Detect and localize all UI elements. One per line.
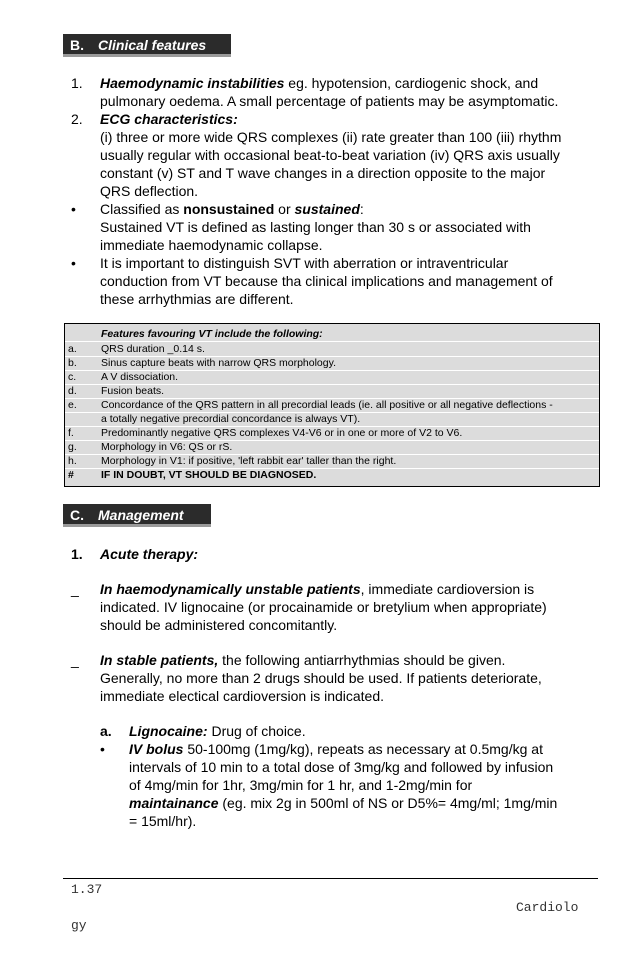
- features-row: [65, 440, 599, 455]
- item-text: :: [359, 201, 364, 217]
- features-row: [65, 412, 599, 427]
- item-marker: 1.: [71, 546, 83, 562]
- item-bold: In haemodynamically unstable patients: [100, 581, 361, 597]
- row-text: Sinus capture beats with narrow QRS morphology.: [101, 357, 336, 369]
- item-line: Generally, no more than 2 drugs should be used. If patients deteriorate,: [100, 670, 542, 686]
- row-text: a totally negative precordial concordance is always VT).: [101, 413, 361, 425]
- row-text: IF IN DOUBT, VT SHOULD BE DIAGNOSED.: [101, 469, 317, 481]
- item-text: Classified as: [100, 201, 184, 217]
- list-item: [71, 74, 601, 110]
- item-line: intervals of 10 min to a total dose of 3mg/kg and followed by infusion: [129, 759, 554, 775]
- section-b-header: [63, 34, 231, 57]
- item-line: conduction from VT because tha clinical implications and management of: [100, 273, 553, 289]
- features-row: [65, 398, 599, 413]
- bullet-marker: •: [71, 255, 76, 271]
- list-item: [100, 722, 600, 740]
- item-bold: Haemodynamic instabilities: [100, 75, 285, 91]
- item-text: the following antiarrhythmias should be given.: [218, 652, 506, 668]
- features-heading: Features favouring VT include the following:: [101, 328, 323, 340]
- item-line: QRS deflection.: [100, 183, 199, 199]
- item-text: eg. hypotension, cardiogenic shock, and: [284, 75, 539, 91]
- item-line: should be administered concomitantly.: [100, 617, 338, 633]
- features-row: [65, 426, 599, 441]
- item-line: these arrhythmias are different.: [100, 291, 294, 307]
- item-bold: IV bolus: [129, 741, 184, 757]
- row-marker: h.: [68, 455, 77, 467]
- item-text: or: [274, 201, 295, 217]
- item-line: It is important to distinguish SVT with aberration or intraventricular: [100, 255, 509, 271]
- row-text: Morphology in V1: if positive, 'left rabbit ear' taller than the right.: [101, 455, 397, 467]
- list-item: [71, 110, 601, 200]
- item-text: , immediate cardioversion is: [360, 581, 535, 597]
- item-marker: 1.: [71, 75, 83, 91]
- chapter-label: Cardiolo: [516, 900, 579, 915]
- list-item: [71, 545, 601, 563]
- row-text: Fusion beats.: [101, 385, 165, 397]
- features-row: [65, 370, 599, 385]
- footer-divider: [63, 878, 598, 879]
- list-item: [71, 254, 601, 308]
- list-item: [71, 200, 601, 254]
- item-bold: ECG characteristics:: [100, 111, 238, 127]
- bullet-marker: •: [71, 201, 76, 217]
- item-bold: Acute therapy:: [100, 546, 199, 562]
- item-line: usually regular with occasional beat-to-beat variation (iv) QRS axis usually: [100, 147, 560, 163]
- row-text: Morphology in V6: QS or rS.: [101, 441, 233, 453]
- features-row: [65, 342, 599, 357]
- item-text: (eg. mix 2g in 500ml of NS or D5%= 4mg/ml; 1mg/min: [218, 795, 558, 811]
- item-marker: _: [71, 581, 79, 597]
- item-line: (i) three or more wide QRS complexes (ii) rate greater than 100 (iii) rhythm: [100, 129, 562, 145]
- section-title: Clinical features: [98, 37, 207, 53]
- row-marker: d.: [68, 385, 77, 397]
- chapter-label-cont: gy: [71, 918, 87, 933]
- item-bold: maintainance: [129, 795, 219, 811]
- list-item: [100, 740, 600, 830]
- item-marker: 2.: [71, 111, 83, 127]
- item-text: 50-100mg (1mg/kg), repeats as necessary at 0.5mg/kg at: [183, 741, 543, 757]
- page-number: 1.37: [71, 882, 103, 897]
- row-marker: c.: [68, 371, 77, 383]
- item-bold: nonsustained: [183, 201, 275, 217]
- features-row: [65, 454, 599, 469]
- section-letter: C.: [70, 507, 84, 523]
- item-marker: a.: [100, 723, 112, 739]
- features-row: [65, 468, 599, 482]
- row-text: QRS duration _0.14 s.: [101, 343, 205, 355]
- item-bold: Lignocaine:: [129, 723, 208, 739]
- list-item: [71, 580, 601, 634]
- row-text: Predominantly negative QRS complexes V4-V6 or in one or more of V2 to V6.: [101, 427, 463, 439]
- section-title: Management: [98, 507, 184, 523]
- features-row: [65, 384, 599, 399]
- item-line: of 4mg/min for 1hr, 3mg/min for 1 hr, and 1-2mg/min for: [129, 777, 473, 793]
- features-row: [65, 356, 599, 371]
- item-bold: sustained: [294, 201, 360, 217]
- item-bold: In stable patients,: [100, 652, 219, 668]
- row-marker: e.: [68, 399, 77, 411]
- item-line: immediate electical cardioversion is indicated.: [100, 688, 385, 704]
- features-box: [64, 323, 600, 487]
- row-text: A V dissociation.: [101, 371, 179, 383]
- row-marker: a.: [68, 343, 77, 355]
- row-marker: g.: [68, 441, 77, 453]
- row-marker: f.: [68, 427, 74, 439]
- item-line: = 15ml/hr).: [129, 813, 197, 829]
- section-letter: B.: [70, 37, 84, 53]
- item-line: immediate haemodynamic collapse.: [100, 237, 323, 253]
- bullet-marker: •: [100, 741, 105, 757]
- item-line: indicated. IV lignocaine (or procainamide or bretylium when appropriate): [100, 599, 547, 615]
- row-marker: b.: [68, 357, 77, 369]
- features-heading-row: [65, 327, 599, 342]
- item-marker: _: [71, 652, 79, 668]
- item-line: pulmonary oedema. A small percentage of patients may be asymptomatic.: [100, 93, 559, 109]
- item-text: Drug of choice.: [207, 723, 306, 739]
- list-item: [71, 651, 601, 705]
- item-line: constant (v) ST and T wave changes in a direction opposite to the major: [100, 165, 546, 181]
- item-line: Sustained VT is defined as lasting longer than 30 s or associated with: [100, 219, 531, 235]
- row-marker: #: [68, 469, 74, 481]
- row-text: Concordance of the QRS pattern in all precordial leads (ie. all positive or all negative deflections -: [101, 399, 553, 411]
- section-c-header: [63, 504, 211, 527]
